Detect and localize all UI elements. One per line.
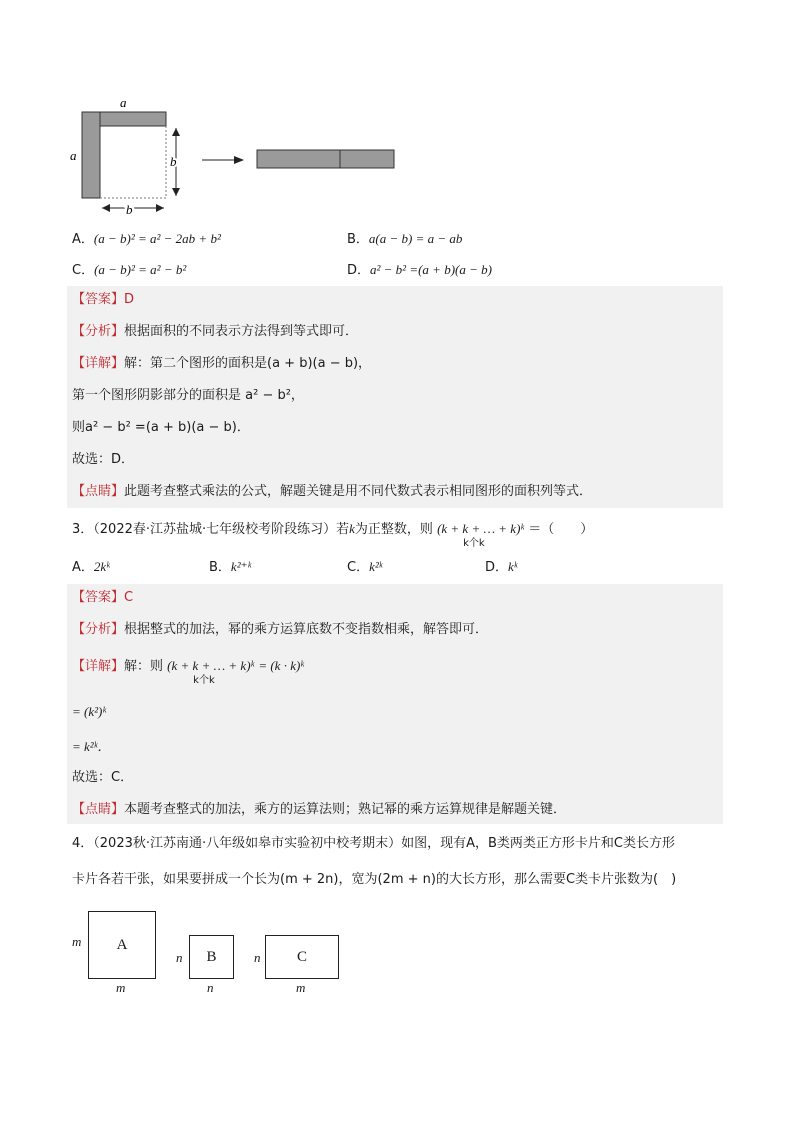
q2-detail-line1: 【详解】解：第二个图形的面积是(a + b)(a − b)， (72, 356, 372, 371)
q2-analysis: 【分析】根据面积的不同表示方法得到等式即可． (72, 324, 359, 339)
q3-comment: 【点睛】本题考查整式的加法，乘方的运算法则；熟记幂的乘方运算规律是解题关键． (72, 802, 567, 817)
card-a-bottom-label: m (116, 980, 126, 995)
q2-detail-line3: 则a² − b² =(a + b)(a − b)． (72, 420, 250, 435)
q3-answer: 【答案】C (72, 590, 134, 605)
q3-detail-line2: = (k²)ᵏ (72, 704, 107, 719)
label-a-left: a (70, 148, 77, 163)
card-b-side-label: n (176, 950, 183, 965)
q3-analysis: 【分析】根据整式的加法，幂的乘方运算底数不变指数相乘，解答即可． (72, 622, 489, 637)
q4-stem-line2: 卡片各若干张，如果要拼成一个长为(m + 2n)，宽为(2m + n)的大长方形，那么需要C类卡片张数为( ) (72, 872, 677, 887)
q3-detail-line3: = k²ᵏ． (72, 739, 111, 754)
q3-sum-expr: (k + k + … + k)ᵏ (437, 521, 525, 536)
q3-option-b[interactable]: B．k²⁺ᵏ (209, 559, 252, 575)
combined-strip-left (257, 150, 340, 168)
q4-stem-line1: 4．（2023秋·江苏南通·八年级如皋市实验初中校考期末）如图，现有A，B类两类正方形卡片和C类长方形 (72, 836, 676, 851)
q2-answer: 【答案】D (72, 292, 135, 307)
q2-option-c[interactable]: C．(a − b)² = a² − b² (72, 262, 187, 278)
q3-option-a[interactable]: A．2kᵏ (72, 559, 110, 575)
q3-option-c[interactable]: C．k²ᵏ (347, 559, 383, 575)
label-b-right: b (170, 154, 177, 169)
card-b-bottom-label: n (207, 980, 214, 995)
q3-detail-line4: 故选：C． (72, 770, 134, 785)
q3-detail-sum-under: k个k (193, 675, 215, 686)
q2-option-a[interactable]: A．(a − b)² = a² − 2ab + b² (72, 231, 221, 247)
combined-strip-right (340, 150, 394, 168)
q3-stem: 3．（2022春·江苏盐城·七年级校考阶段练习）若k为正整数，则 (k + k + … + k)ᵏ k个k ＝（ ） (72, 519, 593, 540)
q3-detail-sum-expr: (k + k + … + k)ᵏ (167, 658, 255, 673)
card-c-side-label: n (254, 950, 261, 965)
card-b: B (189, 935, 234, 979)
label-b-bottom: b (126, 202, 133, 217)
vertical-strip (82, 112, 100, 198)
q2-figure (66, 92, 406, 222)
horizontal-strip (100, 112, 166, 126)
card-a-side-label: m (72, 934, 82, 949)
card-c-bottom-label: m (296, 980, 306, 995)
q3-option-d[interactable]: D．kᵏ (485, 559, 518, 575)
q2-option-b[interactable]: B．a(a − b) = a − ab (347, 231, 463, 247)
label-a-top: a (120, 95, 127, 110)
q2-detail-line2: 第一个图形阴影部分的面积是 a² − b²， (72, 388, 304, 403)
card-c: C (265, 935, 339, 979)
q2-comment: 【点睛】此题考查整式乘法的公式，解题关键是用不同代数式表示相同图形的面积列等式． (72, 484, 593, 499)
card-a: A (88, 911, 156, 979)
q2-option-d[interactable]: D．a² − b² =(a + b)(a − b) (347, 262, 492, 278)
q3-detail-line1: 【详解】解：则 (k + k + … + k)ᵏ k个k = (k · k)ᵏ (72, 656, 304, 677)
q2-detail-line4: 故选：D． (72, 452, 135, 467)
q3-sum-under: k个k (463, 538, 485, 549)
